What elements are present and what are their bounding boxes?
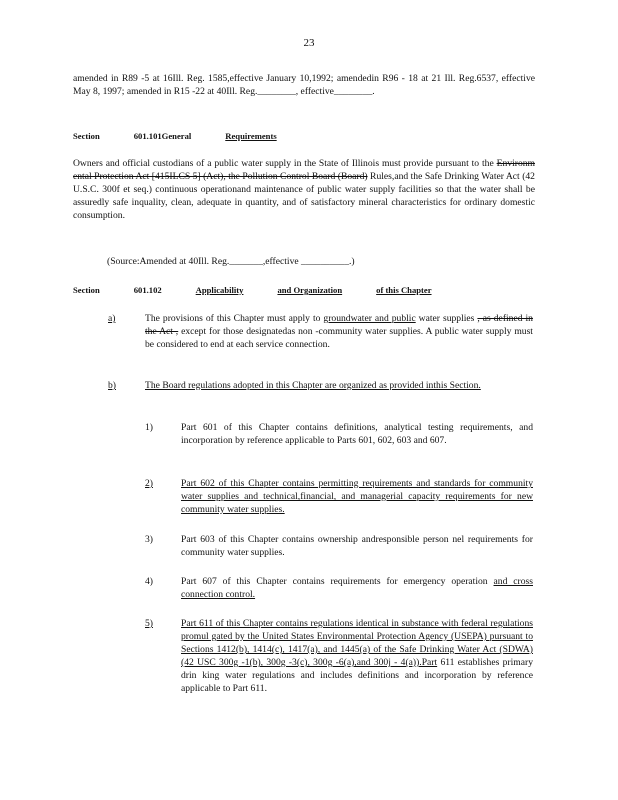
item-number: 3)	[145, 534, 153, 545]
section-word: Section	[73, 285, 100, 295]
subsection-a-text	[145, 312, 533, 351]
section-title-part: and Organization	[277, 285, 343, 295]
history-note: amended in R89 -5 at 16Ill. Reg. 1585,effective January 10,1992; amendedin R96 - 18 at 21 Ill. Reg.6537, effective May 8, 1997; amended in R15 -22 at 40Ill. Reg.________, effective________.	[73, 73, 535, 97]
text-run: except for those designatedas non -community water supplies. A public water supply must be considered to end at each service connection.	[145, 326, 533, 350]
section-number: 601.101General	[133, 131, 192, 141]
section-title: Requirements	[225, 131, 277, 141]
subsection-b-text: The Board regulations adopted in this Chapter are organized as provided inthis Section.	[145, 380, 481, 391]
section-601-102-heading	[73, 284, 466, 297]
text-run: 611 establishes primary drin king water regulations and includes definitions and incorporation by reference applicable to Part 611.	[181, 657, 533, 694]
general-requirements-paragraph	[73, 157, 535, 222]
section-title-part: Applicability	[195, 285, 244, 295]
item-number: 1)	[145, 422, 153, 433]
section-number: 601.102	[133, 285, 162, 295]
section-title-part: of this Chapter	[376, 285, 432, 295]
page-number: 23	[303, 37, 315, 49]
struck-text: Environm ental Protection Act [415ILCS 5] (Act), the Pollution Control Board (Board)	[73, 158, 535, 182]
item-number: 5)	[145, 618, 153, 629]
section-601-101-heading	[73, 130, 311, 143]
underlined-text: groundwater and public	[323, 313, 416, 324]
list-item: Part 602 of this Chapter contains permitting requirements and standards for community water supplies and technical,financial, and managerial capacity requirements for new community water supplies.	[181, 478, 533, 515]
para-text-2: Rules,and the Safe Drinking Water Act (42 U.S.C. 300f et seq.) continuous operationand maintenance of public water supply facilities so that the water shall be assuredly safe inquality, clean, adequate in quantity, and of satisfactory mineral characteristics for ordinary domestic consumption.	[73, 171, 535, 221]
list-item: Part 601 of this Chapter contains definitions, analytical testing requirements, and incorporation by reference applicable to Parts 601, 602, 603 and 607.	[181, 422, 533, 446]
source-note: (Source:Amended at 40Ill. Reg._______,effective __________.)	[107, 256, 355, 267]
struck-text: , as defined in the Act ,	[145, 313, 533, 337]
subsection-b-label: b)	[108, 380, 116, 391]
section-word: Section	[73, 131, 100, 141]
item-number: 4)	[145, 576, 153, 587]
list-item	[181, 617, 533, 695]
subsection-a-label: a)	[108, 313, 116, 324]
item-number: 2)	[145, 478, 153, 489]
list-item	[181, 575, 533, 601]
underlined-text: and cross connection control.	[181, 576, 533, 600]
para-text-1: Owners and official custodians of a public water supply in the State of Illinois must provide pursuant to the	[73, 158, 497, 169]
text-run: Part 607 of this Chapter contains requirements for emergency operation	[181, 576, 494, 587]
text-run: The provisions of this Chapter must apply to	[145, 313, 324, 324]
list-item: Part 603 of this Chapter contains ownership andresponsible person nel requirements for community water supplies.	[181, 534, 533, 558]
underlined-text: Part 611 of this Chapter contains regulations identical in substance with federal regulations promul gated by the United States Environmental Protection Agency (USEPA) pursuant to Sections 1412(b), 1414(c), 1417(a), and 1445(a) of the Safe Drinking Water Act (SDWA) (42 USC 300g -1(b), 300g -3(c), 300g -6(a),and 300j - 4(a)).Part	[181, 618, 533, 668]
text-run: water supplies	[415, 313, 478, 324]
